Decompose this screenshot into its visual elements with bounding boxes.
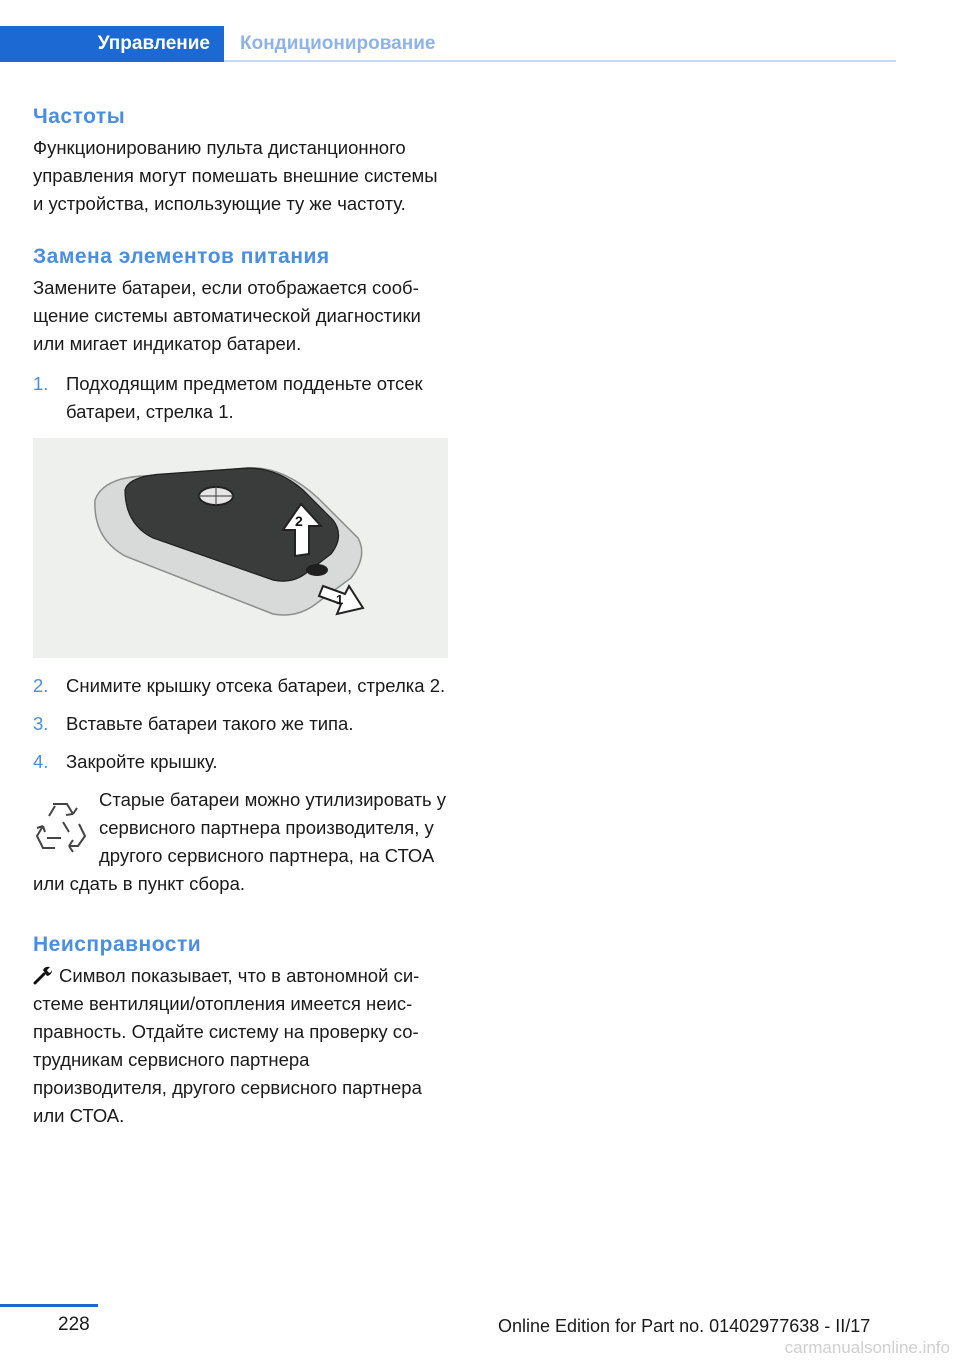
step-number: 1. [33, 373, 49, 394]
step-item [33, 370, 448, 426]
arrow-2-label: 2 [295, 513, 303, 529]
footer-edition: Online Edition for Part no. 01402977638 - II/17 [498, 1316, 871, 1336]
step-text: Вставьте батареи такого же типа. [66, 713, 354, 734]
step-item [33, 710, 448, 738]
faults-text: Символ показывает, что в автономной системе вентиляции/отопления имеется неисправность. Отдайте систему на проверку сотрудникам сервисного партнера производителя, другого сервисного партнера или СТОА. [33, 965, 422, 1126]
footer-accent-line [0, 1304, 98, 1307]
recycle-note-text: Старые батареи можно утилизировать у сервисного партнера производителя, у другого сервисного партнера, на СТОА или сдать в пункт сбора. [33, 789, 446, 894]
section-frequencies [33, 100, 448, 218]
faults-paragraph [33, 962, 448, 1130]
step-item [33, 672, 448, 700]
watermark: carmanualsonline.info [784, 1338, 950, 1357]
step-text: Подходящим предметом подденьте отсек батареи, стрелка 1. [66, 373, 423, 422]
header-divider [224, 60, 896, 62]
section-faults [33, 928, 448, 1130]
page-number: 228 [58, 1314, 90, 1335]
step-text: Закройте крышку. [66, 751, 218, 772]
battery-steps-b [33, 672, 448, 776]
section-title-faults: Неисправности [33, 933, 202, 956]
step-item [33, 748, 448, 776]
battery-steps-a [33, 370, 448, 426]
tab-climate[interactable]: Кондиционирование [240, 33, 436, 54]
key-fob-figure [33, 438, 448, 658]
battery-text: Замените батареи, если отображается сообщение системы автоматической диагностики или мигает индикатор батареи. [33, 277, 421, 354]
wrench-icon [33, 965, 53, 985]
section-title-battery: Замена элементов питания [33, 245, 330, 268]
arrow-1 [319, 586, 363, 614]
key-fob-illustration [33, 438, 448, 658]
frequencies-text: Функционированию пульта дистанционного управления могут помешать внешние системы и устройства, использующие ту же частоту. [33, 137, 438, 214]
step-text: Снимите крышку отсека батареи, стрелка 2. [66, 675, 446, 696]
header-bar [0, 0, 960, 62]
tab-control[interactable]: Управление [0, 26, 224, 62]
recycle-icon [33, 796, 87, 854]
step-number: 4. [33, 751, 49, 772]
section-battery [33, 240, 448, 898]
step-number: 2. [33, 675, 49, 696]
section-title-frequencies: Частоты [33, 105, 126, 128]
recycle-note [33, 786, 448, 898]
page-content [33, 100, 448, 1152]
arrow-1-label: 1 [336, 592, 344, 607]
step-number: 3. [33, 713, 49, 734]
